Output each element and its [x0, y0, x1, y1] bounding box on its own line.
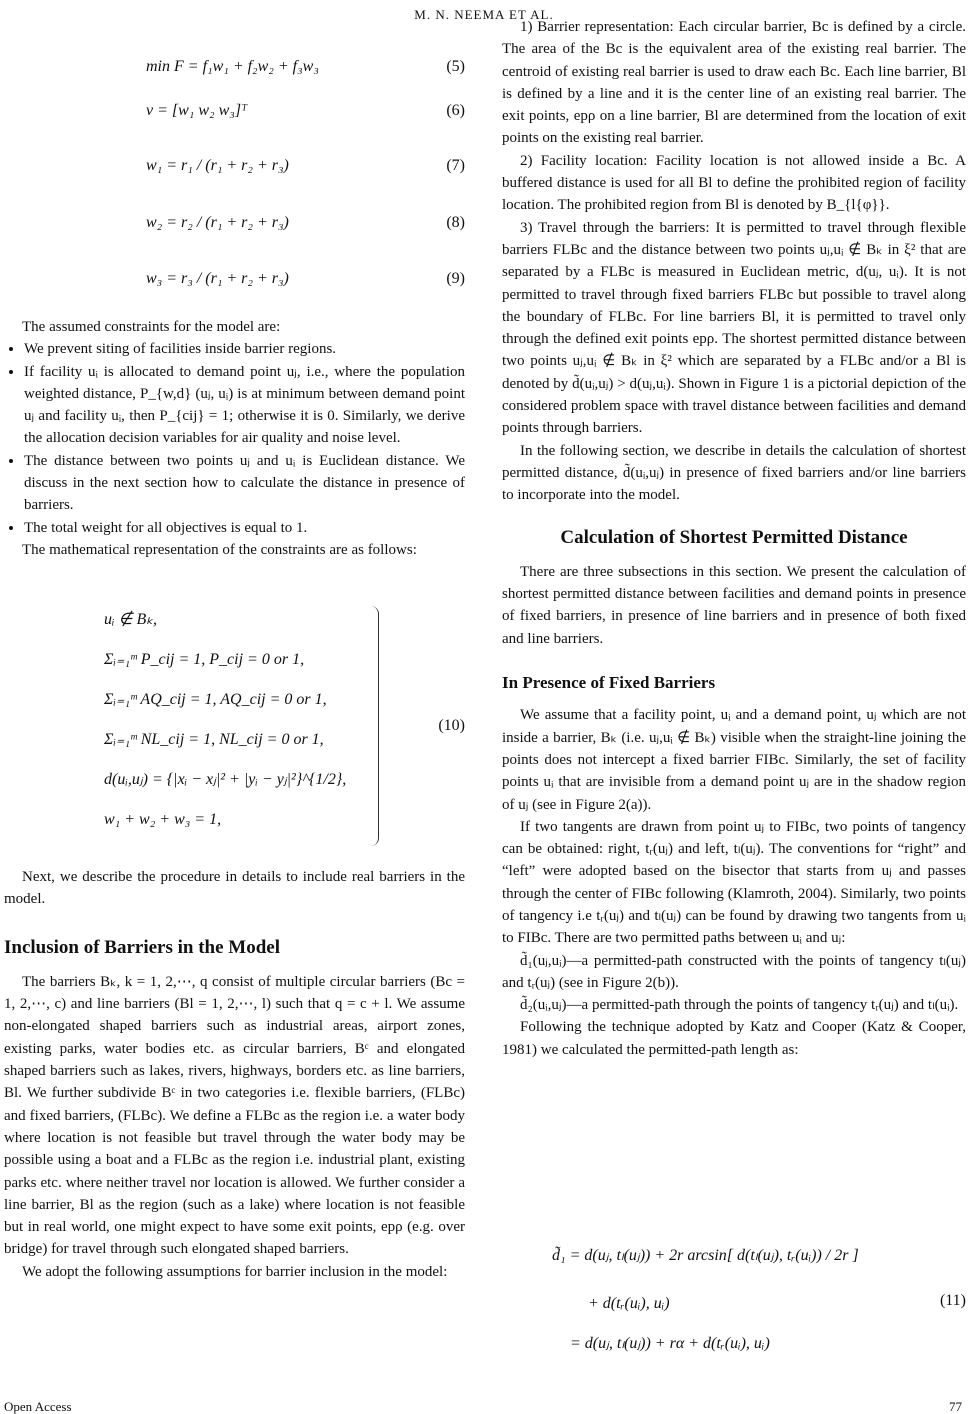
constraint-list — [4, 338, 465, 539]
equation-6 — [4, 100, 465, 122]
equation-number: (8) — [446, 214, 465, 231]
paragraph: The barriers Bₖ, k = 1, 2,⋯, q consist of multiple circular barriers (Bc = 1, 2,⋯, c) and line barriers (Bl = 1, 2,⋯, l) such that q = c + l. We assume non-elongated shaped barriers such as industrial areas, airport zones, existing parks, water bodies etc. as circular barriers, Bᶜ and elongated shaped barriers such as lakes, rivers, highways, borders etc. as line barriers, Bl. We further subdivide Bᶜ in two categories i.e. flexible barriers, (FLBc) and fixed barriers, (FLBc). We define a FLBc as the region i.e. a water body where location is not feasible but travel through the water body may be possible using a boat and a FLBc as the region i.e. industrial plant, existing parks etc. where neither travel nor location is allowed. We further consider a line barrier, Bl as the region (such as a lake) where location is not feasible but in real world, one might expect to have some exit points, epρ (e.g. over bridge) for travel through such elongated shaped barriers. — [4, 973, 465, 1258]
section-heading: Calculation of Shortest Permitted Distance — [560, 526, 908, 548]
paragraph: We assume that a facility point, uᵢ and a demand point, uⱼ which are not inside a barrier, Bₖ (i.e. uⱼ,uᵢ ∉ Bₖ) visible when the straight-line joining the points does not intercept a fixed barrier FIBc. Similarly, the set of facility points uᵢ that are invisible from a demand point uⱼ are in the shadow region of uⱼ (see in Figure 2(a)). — [502, 707, 966, 813]
paragraph: 2) Facility location: Facility location is not allowed inside a Bc. A buffered distance is used for all Bl to define the prohibited region of facility location. The prohibited region from Bl is denoted by B_{l{φ}}. — [502, 152, 966, 214]
list-item: • We prevent siting of facilities inside barrier regions. — [24, 338, 465, 360]
equation-number: (10) — [438, 717, 465, 734]
list-item: • If facility uᵢ is allocated to demand point uⱼ, i.e., where the population weighted distance, P_{w,d} (uⱼ, uᵢ) is at minimum between demand point uⱼ and facility uᵢ, then P_{cij} = 1; otherwise it is 0. Similarly, we derive the allocation decision variables for air quality and noise level. — [24, 361, 465, 450]
equation-10 — [4, 600, 465, 850]
right-brace — [370, 606, 379, 846]
paragraph: If two tangents are drawn from point uⱼ to FIBc, two points of tangency can be obtained: right, tᵣ(uⱼ) and left, tₗ(uⱼ). The conventions for “right” and “left” were adopted based on the bisector that starts from uⱼ and passes through the center of FIBc following (Klamroth, 2004). Similarly, two points of tangency i.e tᵣ(uⱼ) and tₗ(uⱼ) can be found by drawing two tangents from uᵢ to FIBc. There are two permitted paths between uᵢ and uⱼ: — [502, 818, 966, 947]
equation-line: = d(uⱼ, tₗ(uⱼ)) + rα + d(tᵣ(uᵢ), uᵢ) — [570, 1335, 770, 1352]
equation-number: (6) — [446, 102, 465, 119]
page-number: 77 — [949, 1399, 962, 1414]
paragraph: The assumed constraints for the model are: — [22, 319, 281, 335]
equation-number: (5) — [446, 58, 465, 75]
paragraph: d̃₁(uⱼ,uᵢ)—a permitted-path constructed with the points of tangency tₗ(uⱼ) and tᵣ(uⱼ) (see in Figure 2(b)). — [502, 952, 966, 991]
equation-7 — [4, 155, 465, 177]
paragraph: Next, we describe the procedure in details to include real barriers in the model. — [4, 869, 465, 908]
equation-5 — [4, 56, 465, 78]
equation-line: d̃₁ = d(uⱼ, tₗ(uⱼ)) + 2r arcsin[ d(tₗ(uⱼ), tᵣ(uᵢ)) / 2r ] — [552, 1247, 859, 1264]
paragraph: In the following section, we describe in details the calculation of shortest permitted distance, d̃(uᵢ,uⱼ) in presence of fixed barriers and/or line barriers to incorporate into the model. — [502, 442, 966, 504]
paragraph: 1) Barrier representation: Each circular barrier, Bc is defined by a circle. The area of the Bc is the equivalent area of the existing real barrier. The centroid of existing real barrier is used to draw each Bc. Each line barrier, Bl is defined by a line and it is the center line of an existing real barrier. The exit points, epρ on a line barrier, Bl are determined from the location of exit points on the existing real barrier. — [502, 19, 966, 147]
paragraph: 3) Travel through the barriers: It is permitted to travel through flexible barriers FLBc and the distance between two points uⱼ,uᵢ ∉ Bₖ in ξ² that are separated by a FLBc is measured in Euclidean metric, d(uⱼ, uᵢ). It is not permitted to travel through fixed barriers FLBc but possible to travel along the boundary of FLBc. For line barriers Bl, it is permitted to travel only through the defined exit points epρ. The shortest permitted distance between two points uⱼ,uᵢ ∉ Bₖ in ξ² which are separated by a FLBc and/or a Bl is denoted by d̃(uᵢ,uⱼ) > d(uⱼ,uᵢ). Shown in Figure 1 is a pictorial depiction of the considered problem space with travel distance between facilities and demand points through barriers. — [502, 219, 966, 437]
running-header: M. N. NEEMA ET AL. — [414, 7, 554, 22]
equation-line: w₁ + w₂ + w₃ = 1, — [104, 811, 222, 828]
equation-text: v = [w₁ w₂ w₃]ᵀ — [146, 102, 248, 119]
equation-text: w₃ = r₃ / (r₁ + r₂ + r₃) — [146, 270, 289, 287]
equation-9 — [4, 268, 465, 290]
paragraph: We adopt the following assumptions for barrier inclusion in the model: — [22, 1263, 448, 1280]
list-item: • The total weight for all objectives is equal to 1. — [24, 517, 465, 539]
equation-line: Σᵢ₌₁ᵐ NL_cij = 1, NL_cij = 0 or 1, — [104, 731, 324, 748]
equation-11 — [502, 1228, 966, 1378]
equation-number: (11) — [939, 1292, 966, 1309]
equation-line: d(uᵢ,uⱼ) = {|xᵢ − xⱼ|² + |yᵢ − yⱼ|²}^{1/2}, — [104, 771, 347, 788]
paragraph: Following the technique adopted by Katz and Cooper (Katz & Cooper, 1981) we calculated the permitted-path length as: — [502, 1019, 966, 1058]
equation-line: Σᵢ₌₁ᵐ P_cij = 1, P_cij = 0 or 1, — [104, 651, 305, 668]
equation-number: (7) — [446, 157, 465, 174]
equation-number: (9) — [446, 270, 465, 287]
paragraph: The mathematical representation of the constraints are as follows: — [22, 541, 417, 558]
paragraph: d̃₂(uᵢ,uⱼ)—a permitted-path through the points of tangency tᵣ(uⱼ) and tₗ(uᵢ). — [520, 997, 959, 1014]
equation-8 — [4, 212, 465, 234]
equation-line: uᵢ ∉ Bₖ, — [104, 611, 158, 628]
section-heading: Inclusion of Barriers in the Model — [4, 936, 281, 958]
equation-text: w₂ = r₂ / (r₁ + r₂ + r₃) — [146, 214, 289, 231]
paragraph: There are three subsections in this section. We present the calculation of shortest permitted distance between facilities and demand points in presence of fixed barriers, in presence of line barriers and in presence of both fixed and line barriers. — [502, 563, 966, 647]
footer-open-access: Open Access — [4, 1399, 72, 1414]
subsection-heading: In Presence of Fixed Barriers — [502, 673, 716, 693]
equation-text: w₁ = r₁ / (r₁ + r₂ + r₃) — [146, 157, 289, 174]
equation-text: min F = f₁w₁ + f₂w₂ + f₃w₃ — [146, 58, 319, 75]
equation-line: Σᵢ₌₁ᵐ AQ_cij = 1, AQ_cij = 0 or 1, — [104, 691, 327, 708]
list-item: • The distance between two points uⱼ and uᵢ is Euclidean distance. We discuss in the next section how to calculate the distance in presence of barriers. — [24, 450, 465, 517]
equation-line: + d(tᵣ(uᵢ), uᵢ) — [588, 1295, 670, 1312]
